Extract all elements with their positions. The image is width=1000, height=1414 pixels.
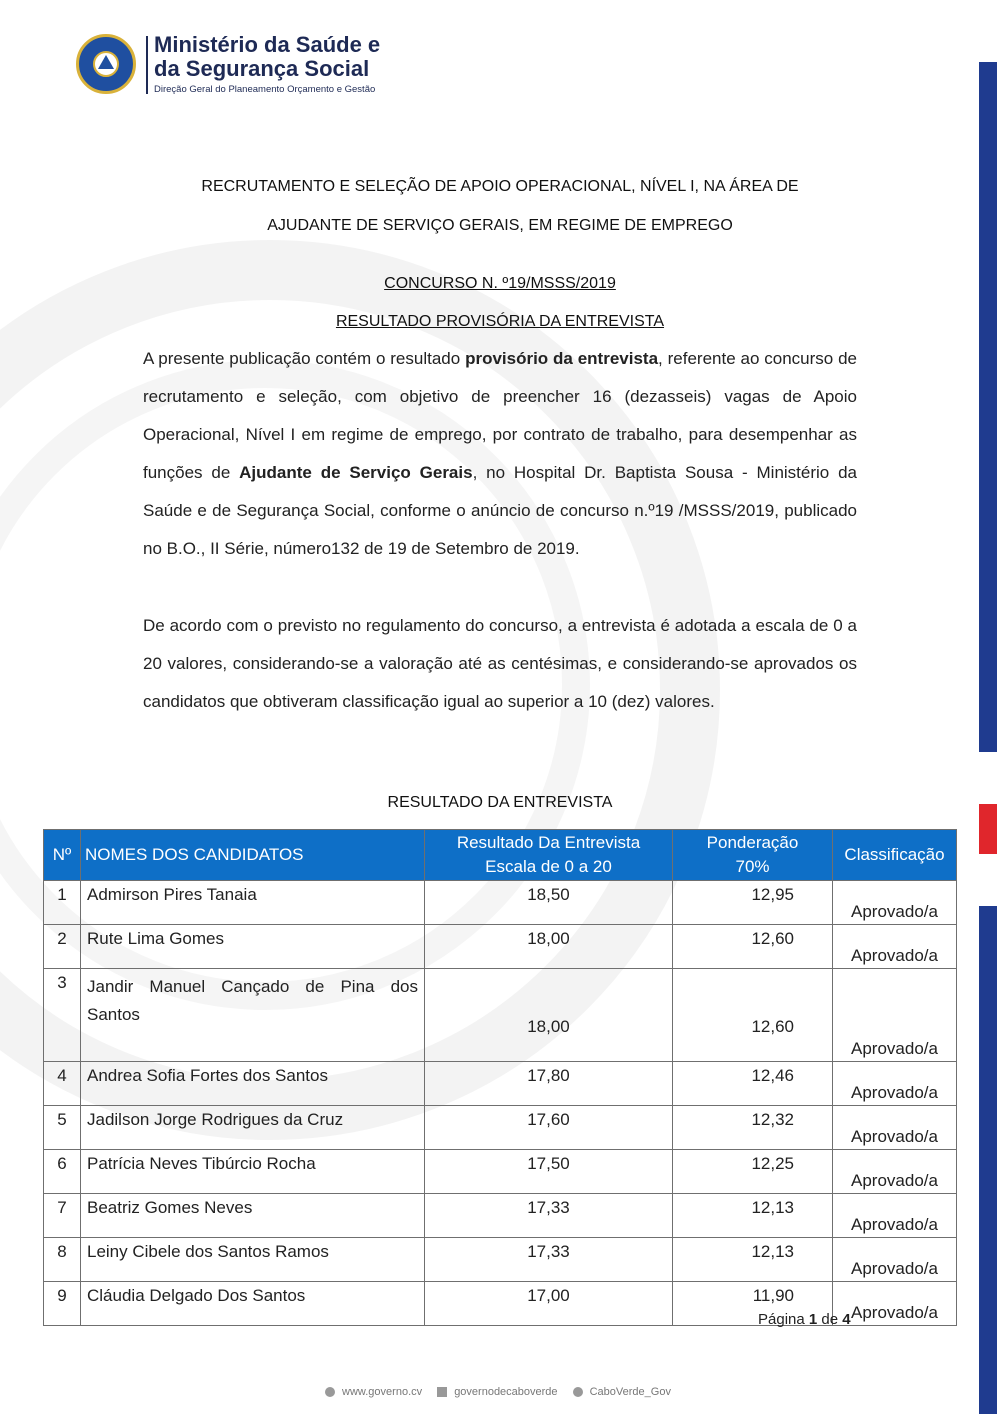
table-row — [44, 1238, 957, 1282]
cell-classification: Aprovado/a — [833, 969, 957, 1062]
cell-result: 18,00 — [425, 925, 673, 969]
cell-weighting: 12,32 — [673, 1106, 833, 1150]
cell-number: 9 — [44, 1282, 81, 1326]
footer-links — [0, 1386, 1000, 1398]
table-row — [44, 1106, 957, 1150]
intro-paragraph: A presente publicação contém o resultado provisório da entrevista, referente ao concurso de recrutamento e seleção, com objetivo de preencher 16 (dezasseis) vagas de Apoio Operacional, Nível I em regime de emprego, por contrato de trabalho, para desempenhar as funções de Ajudante de Serviço Gerais, no Hospital Dr. Baptista Sousa - Ministério da Saúde e de Segurança Social, conforme o anúncio de concurso n.º19 /MSSS/2019, publicado no B.O., II Série, número132 de 19 de Setembro de 2019. — [143, 349, 857, 558]
cell-candidate-name: Jandir Manuel Cançado de Pina dos Santos — [81, 969, 425, 1062]
footer-link-web[interactable]: www.governo.cv — [325, 1386, 426, 1398]
cell-number: 7 — [44, 1194, 81, 1238]
table-row — [44, 925, 957, 969]
cell-candidate-name: Admirson Pires Tanaia — [81, 881, 425, 925]
page-number: Página 1 de 4 — [758, 1311, 851, 1328]
cell-number: 6 — [44, 1150, 81, 1194]
cell-classification: Aprovado/a — [833, 1106, 957, 1150]
header-number: Nº — [44, 830, 81, 881]
footer-link-facebook[interactable]: governodecaboverde — [437, 1386, 561, 1398]
cell-classification: Aprovado/a — [833, 1282, 957, 1326]
footer-link-twitter[interactable]: CaboVerde_Gov — [573, 1386, 675, 1398]
cell-number: 8 — [44, 1238, 81, 1282]
logo-ministry-name-line2: da Segurança Social — [154, 56, 370, 81]
emphasis-provisional: provisório da entrevista — [465, 349, 659, 368]
document-subtitle: RESULTADO PROVISÓRIA DA ENTREVISTA — [335, 313, 665, 330]
cell-number: 2 — [44, 925, 81, 969]
cell-number: 4 — [44, 1062, 81, 1106]
ministry-logo — [76, 32, 381, 104]
cell-candidate-name: Cláudia Delgado Dos Santos — [81, 1282, 425, 1326]
cell-result: 17,60 — [425, 1106, 673, 1150]
twitter-icon — [573, 1387, 583, 1397]
cell-weighting: 12,95 — [673, 881, 833, 925]
cell-candidate-name: Andrea Sofia Fortes dos Santos — [81, 1062, 425, 1106]
cell-result: 18,50 — [425, 881, 673, 925]
cell-number: 1 — [44, 881, 81, 925]
emphasis-job-title: Ajudante de Serviço Gerais — [239, 463, 473, 482]
header-weighting: Ponderação 70% — [673, 830, 833, 881]
cell-classification: Aprovado/a — [833, 881, 957, 925]
table-row — [44, 969, 957, 1062]
cell-result: 17,33 — [425, 1238, 673, 1282]
cell-classification: Aprovado/a — [833, 1150, 957, 1194]
cell-weighting: 12,60 — [673, 925, 833, 969]
table-title: RESULTADO DA ENTREVISTA — [387, 794, 613, 811]
side-bar-blue-lower — [979, 906, 997, 1414]
globe-icon — [325, 1387, 335, 1397]
cell-classification: Aprovado/a — [833, 1062, 957, 1106]
header-classification: Classificação — [833, 830, 957, 881]
cell-classification: Aprovado/a — [833, 1194, 957, 1238]
document-title-line2: AJUDANTE DE SERVIÇO GERAIS, EM REGIME DE EMPREGO — [267, 217, 733, 234]
table-row — [44, 1194, 957, 1238]
cell-weighting: 11,90 — [673, 1282, 833, 1326]
cell-result: 17,00 — [425, 1282, 673, 1326]
cell-weighting: 12,13 — [673, 1194, 833, 1238]
cell-classification: Aprovado/a — [833, 1238, 957, 1282]
cell-weighting: 12,25 — [673, 1150, 833, 1194]
cell-candidate-name: Jadilson Jorge Rodrigues da Cruz — [81, 1106, 425, 1150]
cell-weighting: 12,13 — [673, 1238, 833, 1282]
cell-result: 17,33 — [425, 1194, 673, 1238]
contest-number: CONCURSO N. º19/MSSS/2019 — [384, 275, 616, 292]
logo-directorate: Direção Geral do Planeamento Orçamento e Gestão — [154, 84, 376, 95]
criteria-paragraph: De acordo com o previsto no regulamento do concurso, a entrevista é adotada a escala de 0 a 20 valores, considerando-se a valoração até as centésimas, e considerando-se aprovados os candidatos que obtiveram classificação igual ao superior a 10 (dez) valores. — [143, 616, 857, 711]
cell-candidate-name: Rute Lima Gomes — [81, 925, 425, 969]
results-table — [43, 829, 957, 1326]
table-header-row — [44, 830, 957, 881]
side-bar-blue — [979, 62, 997, 752]
logo-divider — [146, 36, 148, 94]
table-row — [44, 881, 957, 925]
cell-result: 17,50 — [425, 1150, 673, 1194]
cell-result: 18,00 — [425, 969, 673, 1062]
cell-weighting: 12,60 — [673, 969, 833, 1062]
table-row — [44, 1150, 957, 1194]
cell-candidate-name: Beatriz Gomes Neves — [81, 1194, 425, 1238]
header-interview-result: Resultado Da Entrevista Escala de 0 a 20 — [425, 830, 673, 881]
document-title-line1: RECRUTAMENTO E SELEÇÃO DE APOIO OPERACIONAL, NÍVEL I, NA ÁREA DE — [201, 178, 799, 195]
cell-weighting: 12,46 — [673, 1062, 833, 1106]
facebook-icon — [437, 1387, 447, 1397]
table-row — [44, 1062, 957, 1106]
coat-of-arms-icon — [76, 34, 136, 94]
cell-candidate-name: Patrícia Neves Tibúrcio Rocha — [81, 1150, 425, 1194]
logo-ministry-name-line1: Ministério da Saúde e — [154, 32, 381, 57]
cell-candidate-name: Leiny Cibele dos Santos Ramos — [81, 1238, 425, 1282]
cell-classification: Aprovado/a — [833, 925, 957, 969]
cell-result: 17,80 — [425, 1062, 673, 1106]
header-candidate-name: NOMES DOS CANDIDATOS — [81, 830, 425, 881]
cell-number: 5 — [44, 1106, 81, 1150]
cell-number: 3 — [44, 969, 81, 1062]
